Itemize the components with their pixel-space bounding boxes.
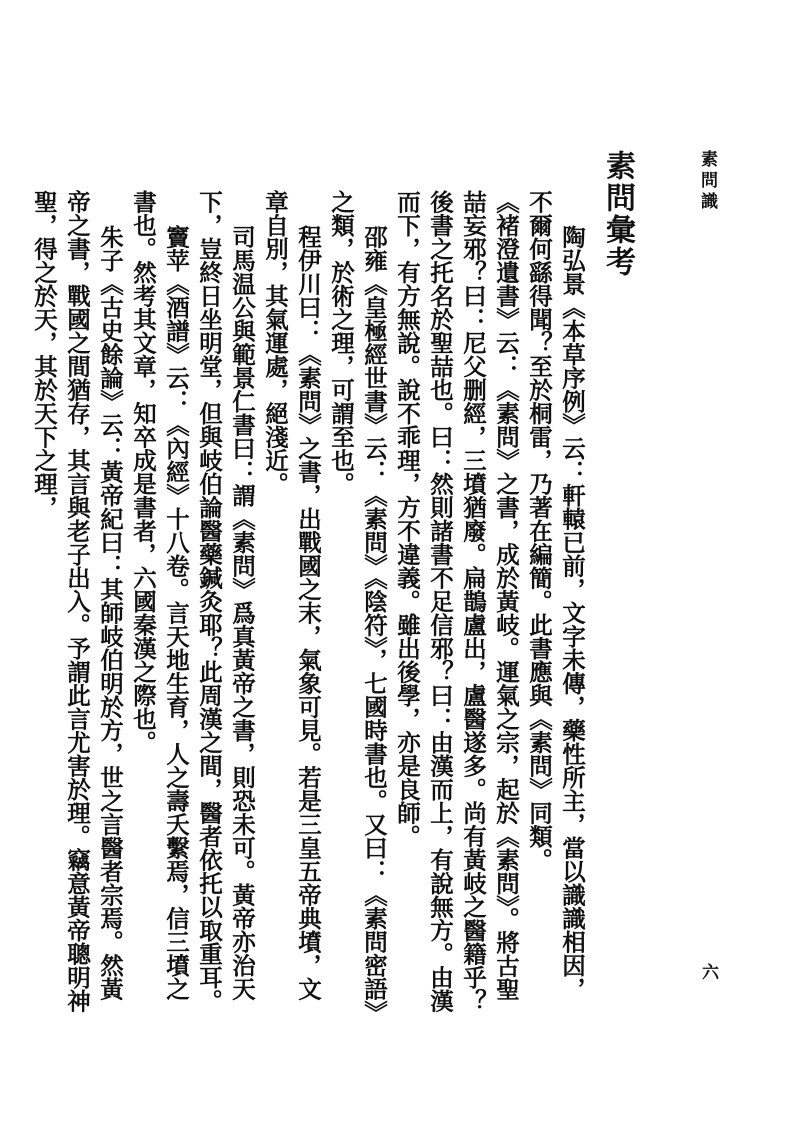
page-number: 六 (702, 963, 719, 983)
paragraph-zhuzi: 朱子《古史餘論》云：黃帝紀曰：其師岐伯明於方，世之言醫者宗焉。然黃帝之書，戰國之間猶存，其言與老子出入。予謂此言尤害於理。竊意黃帝聰明神聖，得之於天，其於天下之理， (30, 190, 124, 1013)
paragraph-chu-cheng: 《褚澄遺書》云：《素問》之書，成於黃岐。運氣之宗，起於《素問》。將古聖喆妄邪？曰：尼父删經，三墳猶廢。扁鵲盧出，盧醫遂多。尚有黃岐之醫籍乎？後書之托名於聖喆也。曰：然則諸書不足信邪？曰：由漢而上，有說無方。由漢而下，有方無說。說不乖理，方不違義。雖出後學，亦是良師。 (393, 190, 520, 1013)
running-head: 素問識 (697, 150, 717, 213)
paragraph-cheng-yichuan: 程伊川曰：《素問》之書，出戰國之末，氣象可見。若是三皇五帝典墳，文章自別，其氣運處，絕淺近。 (261, 190, 322, 1001)
section-title: 素問彙考 (600, 150, 635, 278)
body-text (30, 190, 588, 1020)
paragraph-sima-wengong: 司馬温公與範景仁書曰：謂《素問》爲真黃帝之書，則恐未可。黃帝亦治天下，豈終日坐明堂，但與岐伯論醫藥鍼灸耶？此周漢之間，醫者依托以取重耳。 (195, 190, 256, 1013)
paragraph-tao-hongjing: 陶弘景《本草序例》云：軒轅已前，文字未傳，藥性所主，當以識識相因，不爾何繇得聞？至於桐雷，乃著在編簡。此書應與《素問》同類。 (525, 190, 586, 1001)
paragraph-dou-ping: 竇苹《酒譜》云：《內經》十八卷。言天地生育，人之壽夭繫焉，信三墳之書也。然考其文章，知卒成是書者，六國秦漢之際也。 (129, 190, 190, 1001)
paragraph-shao-yong: 邵雍《皇極經世書》云：《素問》《陰符》，七國時書也。又曰：《素問密語》之類，於術之理，可謂至也。 (327, 190, 388, 1013)
